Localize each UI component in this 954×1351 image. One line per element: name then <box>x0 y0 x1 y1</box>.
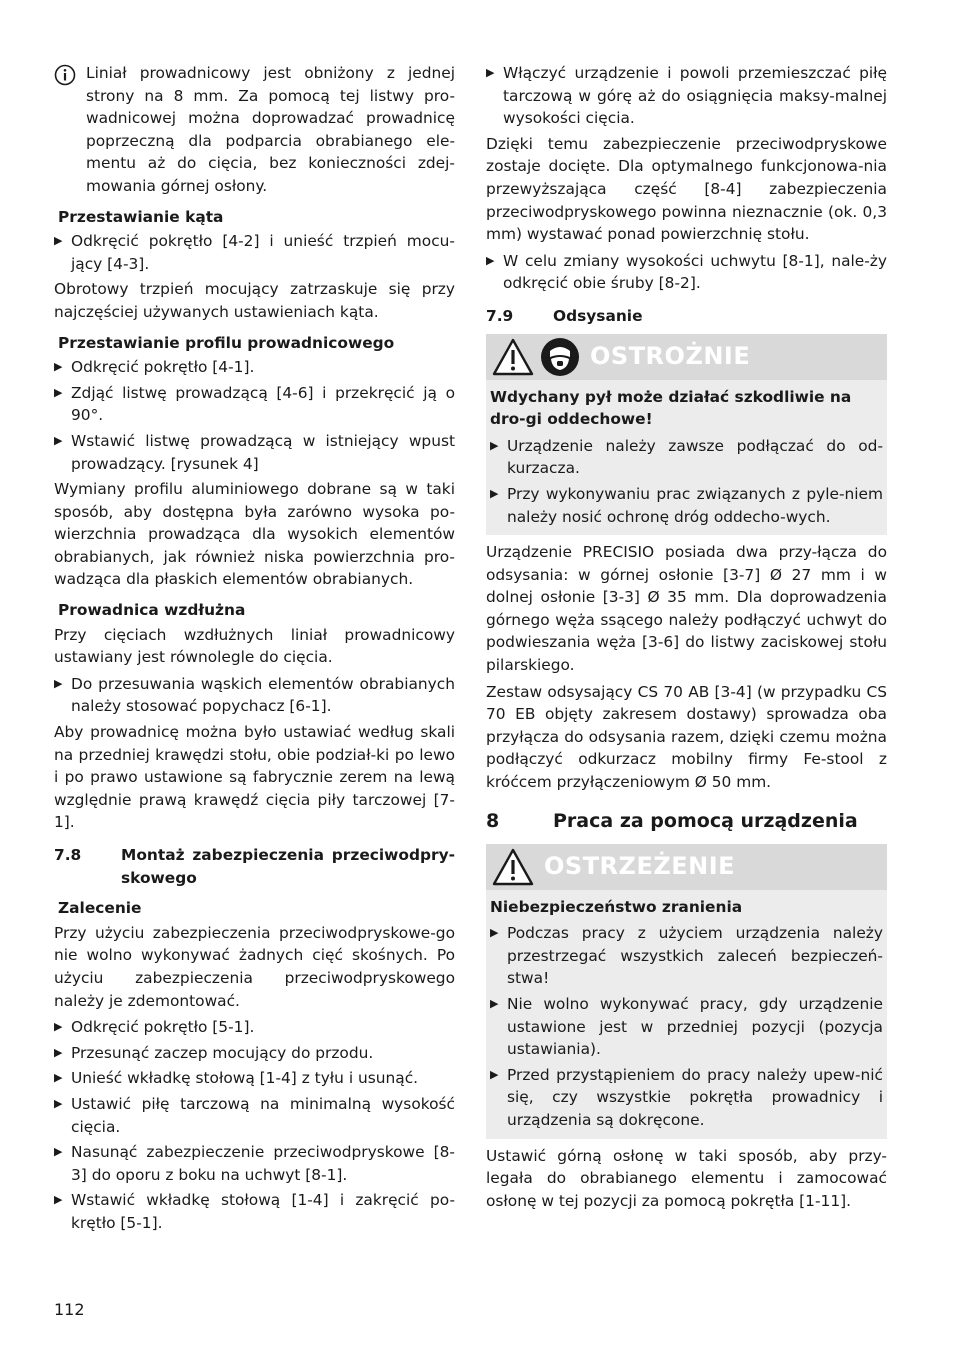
bullet-arrow-icon: ▶ <box>54 1096 63 1110</box>
bullet-arrow-icon: ▶ <box>486 66 495 79</box>
bullet-arrow-icon: ▶ <box>490 926 499 940</box>
list-item: ▶ Przy wykonywaniu prac związanych z pyle-niem należy nosić ochronę dróg oddecho-wych. <box>490 483 883 528</box>
right-column <box>486 62 887 1216</box>
bullet-arrow-icon: ▶ <box>54 1020 63 1034</box>
bullet-arrow-icon: ▶ <box>54 360 63 374</box>
info-icon <box>54 62 86 198</box>
chapter-title: Praca za pomocą urządzenia <box>553 809 858 832</box>
list-item: ▶ Nie wolno wykonywać pracy, gdy urządzenie ustawione jest w przedniej pozycji (pozycja ustawiania). <box>490 993 883 1061</box>
profile-heading: Przestawianie profilu prowadnicowego <box>58 333 395 352</box>
list-item: ▶ Przesunąć zaczep mocujący do przodu. <box>54 1042 455 1065</box>
rip-fence-heading: Prowadnica wzdłużna <box>58 601 246 620</box>
paragraph: Dzięki temu zabezpieczenie przeciwodpryskowe zostaje docięte. Dla optymalnego funkcjonowa-nia przewyższająca część [8-4] zabezpieczenia przeciwodpryskowego powinna nieznacznie (ok. 0,3 mm) wystawać ponad powierzchnię stołu. <box>486 134 887 244</box>
list-item: ▶ Włączyć urządzenie i powoli przemieszczać piłę tarczową w górę aż do osiągnięcia maksy-malnej wysokości cięcia. <box>486 62 887 130</box>
bullet-arrow-icon: ▶ <box>54 1145 63 1159</box>
caution-box <box>486 334 887 536</box>
paragraph: Wymiany profilu aluminiowego dobrane są w taki sposób, aby dostępna była zarówno wysoka po-wierzchnia prowadząca dla wysokich elementów obrabianych, jak również niska powierzchnia pro-wadząca dla płaskich elementów obrabianych. <box>54 480 455 589</box>
paragraph: Ustawić górną osłonę w taki sposób, aby przy-legała do obrabianego elementu i zamocować osłonę w tej pozycji za pomocą pokrętła [1-11]. <box>486 1146 887 1210</box>
list-item: ▶ Do przesuwania wąskich elementów obrabianych należy stosować popychacz [6-1]. <box>54 673 455 718</box>
warning-triangle-icon <box>492 338 534 376</box>
list-item: ▶ Odkręcić pokrętło [4-2] i unieść trzpień mocu-jący [4-3]. <box>54 230 455 275</box>
left-column <box>54 62 455 1238</box>
caution-header <box>486 334 887 380</box>
paragraph: Przy cięciach wzdłużnych liniał prowadnicowy ustawiany jest równolegle do cięcia. <box>54 625 455 667</box>
warning-header <box>486 844 887 890</box>
caution-body <box>486 380 887 529</box>
bullet-arrow-icon: ▶ <box>54 234 63 248</box>
caution-title: OSTROŻNIE <box>590 342 751 371</box>
section-number: 7.9 <box>486 306 514 325</box>
list-item: ▶ Ustawić piłę tarczową na minimalną wysokość cięcia. <box>54 1093 455 1138</box>
info-note-text: Liniał prowadnicowy jest obniżony z jednej strony na 8 mm. Za pomocą tej listwy pro-wadnicowej można doprowadzać prowadnicę poprzeczną dla podparcia obrabianego ele-mentu aż do cięcia, bez konieczności zdej-mowania górnej osłony. <box>86 64 455 195</box>
bullet-arrow-icon: ▶ <box>490 997 499 1010</box>
bullet-arrow-icon: ▶ <box>490 486 499 500</box>
bullet-arrow-icon: ▶ <box>490 1067 499 1081</box>
list-item: ▶ Przed przystąpieniem do pracy należy upew-nić się, czy wszystkie pokrętła prowadnicy i urządzenia są dokręcone. <box>490 1064 883 1132</box>
list-item: ▶ Odkręcić pokrętło [5-1]. <box>54 1016 455 1039</box>
section-heading-7-8 <box>54 844 455 889</box>
bullet-arrow-icon: ▶ <box>54 1045 63 1059</box>
list-item: ▶ W celu zmiany wysokości uchwytu [8-1], nale-ży odkręcić obie śruby [8-2]. <box>486 250 887 295</box>
list-item: ▶ Wstawić listwę prowadzącą w istniejący wpust prowadzący. [rysunek 4] <box>54 430 455 475</box>
bullet-arrow-icon: ▶ <box>54 433 63 447</box>
bullet-arrow-icon: ▶ <box>486 253 495 267</box>
warning-body <box>486 890 887 1132</box>
list-item: ▶ Zdjąć listwę prowadzącą [4-6] i przekręcić ją o 90°. <box>54 382 455 427</box>
bullet-arrow-icon: ▶ <box>54 1193 63 1207</box>
recommendation-heading: Zalecenie <box>58 899 142 918</box>
paragraph: Przy użyciu zabezpieczenia przeciwodpryskowe-go nie wolno wykonywać żadnych cięć skośnych. Po użyciu zabezpieczenia przeciwodpryskowego należy je zdemontować. <box>54 923 455 1010</box>
chapter-heading-8 <box>486 808 887 834</box>
paragraph: Obrotowy trzpień mocujący zatrzaskuje się przy najczęściej używanych ustawieniach kąta. <box>54 280 455 321</box>
paragraph: Zestaw odsysający CS 70 AB [3-4] (w przypadku CS 70 EB objęty zakresem dostawy) sprowadza oba przyłącza do odsysania razem, dzięki czemu można podłączyć odkurzacz mobilny firmy Fe-stool z króćcem przyłączeniowym Ø 50 mm. <box>486 682 887 792</box>
list-item: ▶ Odkręcić pokrętło [4-1]. <box>54 356 455 379</box>
list-item: ▶ Wstawić wkładkę stołową [1-4] i zakręcić po-krętło [5-1]. <box>54 1189 455 1234</box>
list-item: ▶ Podczas pracy z użyciem urządzenia należy przestrzegać wszystkich zaleceń bezpieczeń-stwa! <box>490 922 883 990</box>
warning-triangle-icon <box>492 848 534 886</box>
chapter-number: 8 <box>486 809 500 832</box>
list-item: ▶ Urządzenie należy zawsze podłączać do od-kurzacza. <box>490 435 883 480</box>
bullet-arrow-icon: ▶ <box>54 676 63 690</box>
bullet-arrow-icon: ▶ <box>54 385 63 399</box>
respirator-mask-icon <box>540 337 580 377</box>
paragraph: Urządzenie PRECISIO posiada dwa przy-łącza do odsysania: w górnej osłonie [3-7] Ø 27 mm i w dolnej osłonie [3-3] Ø 35 mm. Dla doprowadzenia górnego węża ssącego należy podłączyć uchwyt do podwieszania węża [3-6] do listwy zaciskowej stołu pilarskiego. <box>486 543 887 675</box>
caution-subtitle: Wdychany pył może działać szkodliwie na dro-gi oddechowe! <box>490 387 852 429</box>
angle-heading: Przestawianie kąta <box>58 207 224 226</box>
page-number: 112 <box>54 1300 85 1319</box>
bullet-arrow-icon: ▶ <box>490 438 499 452</box>
warning-box <box>486 844 887 1139</box>
section-title: Montaż zabezpieczenia przeciwodpry-skowego <box>121 846 455 887</box>
section-number: 7.8 <box>54 846 82 864</box>
info-note <box>54 62 455 198</box>
list-item: ▶ Nasunąć zabezpieczenie przeciwodpryskowe [8-3] do oporu z boku na uchwyt [8-1]. <box>54 1141 455 1186</box>
warning-subtitle: Niebezpieczeństwo zranienia <box>490 897 743 916</box>
section-title: Odsysanie <box>553 306 643 325</box>
list-item: ▶ Unieść wkładkę stołową [1-4] z tyłu i usunąć. <box>54 1067 455 1090</box>
warning-title: OSTRZEŻENIE <box>544 852 736 881</box>
bullet-arrow-icon: ▶ <box>54 1071 63 1085</box>
paragraph: Aby prowadnicę można było ustawiać według skali na przedniej krawędzi stołu, obie podział-ki po lewo i po prawo ustawione są fabrycznie zerem na lewą względnie prawą krawędź cięcia piły tarczowej [7-1]. <box>54 723 455 832</box>
section-heading-7-9 <box>486 305 887 328</box>
